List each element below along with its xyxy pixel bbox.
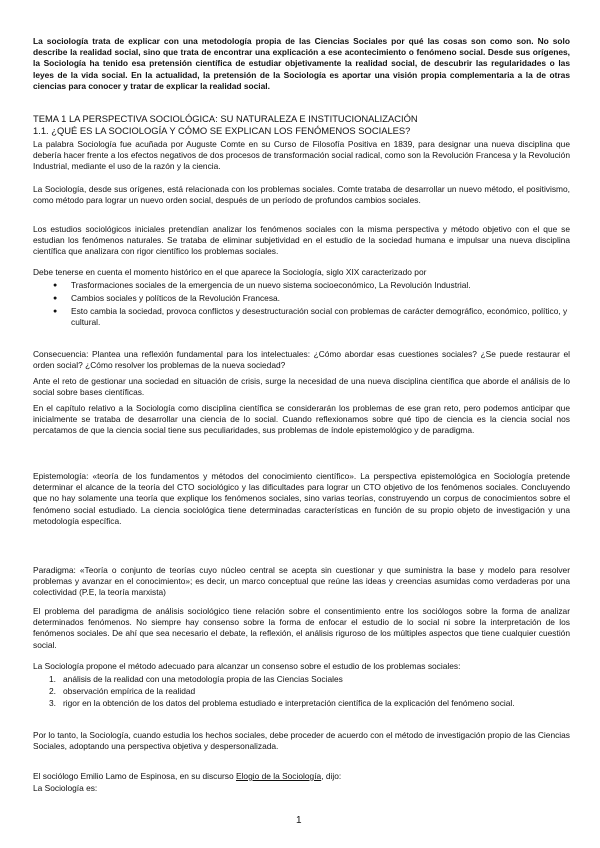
page-number: 1 bbox=[296, 815, 302, 826]
paragraph-portanto: Por lo tanto, la Sociología, cuando estudia los hechos sociales, debe proceder de acuerdo con el método de investigación propio de las Ciencias Sociales, adoptando una perspectiva objetiva y despersonalizada. bbox=[33, 730, 570, 752]
paragraph-sociologia-es: La Sociología es: bbox=[33, 783, 98, 793]
tema-title: TEMA 1 LA PERSPECTIVA SOCIOLÓGICA: SU NATURALEZA E INSTITUCIONALIZACIÓN bbox=[33, 113, 418, 124]
paragraph-comte: La palabra Sociología fue acuñada por Auguste Comte en su Curso de Filosofía Positiva en 1839, para designar una nueva disciplina que debería hacer frente a los efectos negativos de dos procesos de transformación social radical, como son la Revolución Francesa y la Revolución Industrial, mediante el uso de la razón y la ciencia. bbox=[33, 139, 570, 172]
paragraph-consecuencia: Consecuencia: Plantea una reflexión fundamental para los intelectuales: ¿Cómo abordar esas cuestiones sociales? ¿Se puede restaurar el orden social? ¿Cómo resolver los problemas de la nueva sociedad? bbox=[33, 349, 570, 371]
paragraph-capitulo: En el capítulo relativo a la Sociología como disciplina científica se considerarán los problemas de ese gran reto, pero podemos anticipar que inicialmente se trataba de desarrollar una ciencia de lo social. Cuando reflexionamos sobre qué tipo de ciencia es la ciencia social nos percatamos de que la ciencia social tiene sus peculiaridades, sus problemas de índole epistemológico y de paradigma. bbox=[33, 403, 570, 436]
list-item: ● Cambios sociales y políticos de la Revolución Francesa. bbox=[33, 293, 570, 304]
section-title: 1.1. ¿QUÉ ES LA SOCIOLOGÍA Y CÓMO SE EXPLICAN LOS FENÓMENOS SOCIALES? bbox=[33, 125, 411, 136]
paragraph-origenes: La Sociología, desde sus orígenes, está relacionada con los problemas sociales. Comte trataba de desarrollar un nuevo método, el positivismo, como método para lograr un nuevo orden social, después de un período de profundos cambios sociales. bbox=[33, 184, 570, 206]
list-item: ● Trasformaciones sociales de la emergencia de un nuevo sistema socioeconómico, La Revolución Industrial. bbox=[33, 280, 570, 291]
paragraph-paradigma: Paradigma: «Teoría o conjunto de teorías cuyo núcleo central se acepta sin cuestionar y que suministra la base y modelo para resolver problemas y avanzar en el conocimiento»; es decir, un marco conceptual que reúne las ideas y creencias asumidas como verdaderas por una colectividad (P.E, la teoría marxista) bbox=[33, 565, 570, 598]
intro-paragraph: La sociología trata de explicar con una metodología propia de las Ciencias Sociales por qué las cosas son como son. No solo describe la realidad social, sino que trata de encontrar una explicación a ese acontecimiento o fenómeno social. Desde sus orígenes, la Sociología ha tenido esa pretensión científica de estudiar objetivamente la realidad social, de descubrir las regularidades o las leyes de la vida social. En la actualidad, la pretensión de la Sociología es aportar una visión propia complementaria a la de otras ciencias para conocer y tratar de explicar la realidad social. bbox=[33, 36, 570, 91]
bullet-list bbox=[33, 280, 570, 330]
list-item: 3. rigor en la obtención de los datos del problema estudiado e interpretación científica de la explicación del fenómeno social. bbox=[49, 698, 515, 709]
list-item: ● Esto cambia la sociedad, provoca conflictos y desestructuración social con problemas de carácter demográfico, económico, político, y cultural. bbox=[33, 306, 570, 328]
paragraph-estudios: Los estudios sociológicos iniciales pretendían analizar los fenómenos sociales con la misma perspectiva y método objetivo con el que se estudian los fenómenos naturales. Se trataba de eliminar subjetividad en el estudio de la sociedad humana e impulsar una nueva disciplina científica que analizara con rigor científico los problemas sociales. bbox=[33, 224, 570, 257]
paragraph-momento: Debe tenerse en cuenta el momento histórico en el que aparece la Sociología, siglo XIX caracterizado por bbox=[33, 267, 427, 277]
paragraph-quote-intro: El sociólogo Emilio Lamo de Espinosa, en su discurso Elogio de la Sociología, dijo: bbox=[33, 771, 342, 781]
paragraph-epistemologia: Epistemología: «teoría de los fundamentos y métodos del conocimiento científico». La perspectiva epistemológica en Sociología pretende determinar el alcance de la teoría del CTO sociológico y las dificultades para lograr un CTO objetivo de los fenómenos sociales. Concluyendo que no hay solamente una teoría que explique los fenómenos sociales, sino varias teorías, construyendo un corpus de conocimientos sobre el fenómeno social estudiado. La ciencia sociológica tiene determinadas características en función de su propio objeto de investigación y una metodología específica. bbox=[33, 471, 570, 526]
paragraph-propone: La Sociología propone el método adecuado para alcanzar un consenso sobre el estudio de los problemas sociales: bbox=[33, 661, 461, 671]
paragraph-gestionar: Ante el reto de gestionar una sociedad en situación de crisis, surge la necesidad de una nueva disciplina científica que aborde el análisis de lo social sobre bases científicas. bbox=[33, 376, 570, 398]
speech-title-link[interactable]: Elogio de la Sociología bbox=[235, 771, 322, 781]
numbered-list bbox=[33, 674, 570, 711]
paragraph-problema: El problema del paradigma de análisis sociológico tiene relación sobre el consentimiento entre los sociólogos sobre la forma de analizar determinados fenómenos. No siempre hay consenso sobre la forma de enfocar el estudio de lo social ni sobre la interpretación de los fenómenos sociales. De ahí que sea necesario el debate, la reflexión, el análisis riguroso de los múltiples aspectos que tiene cualquier cuestión social. bbox=[33, 606, 570, 650]
list-item: 2. observación empírica de la realidad bbox=[49, 686, 196, 697]
list-item: 1. análisis de la realidad con una metodología propia de las Ciencias Sociales bbox=[49, 674, 343, 684]
